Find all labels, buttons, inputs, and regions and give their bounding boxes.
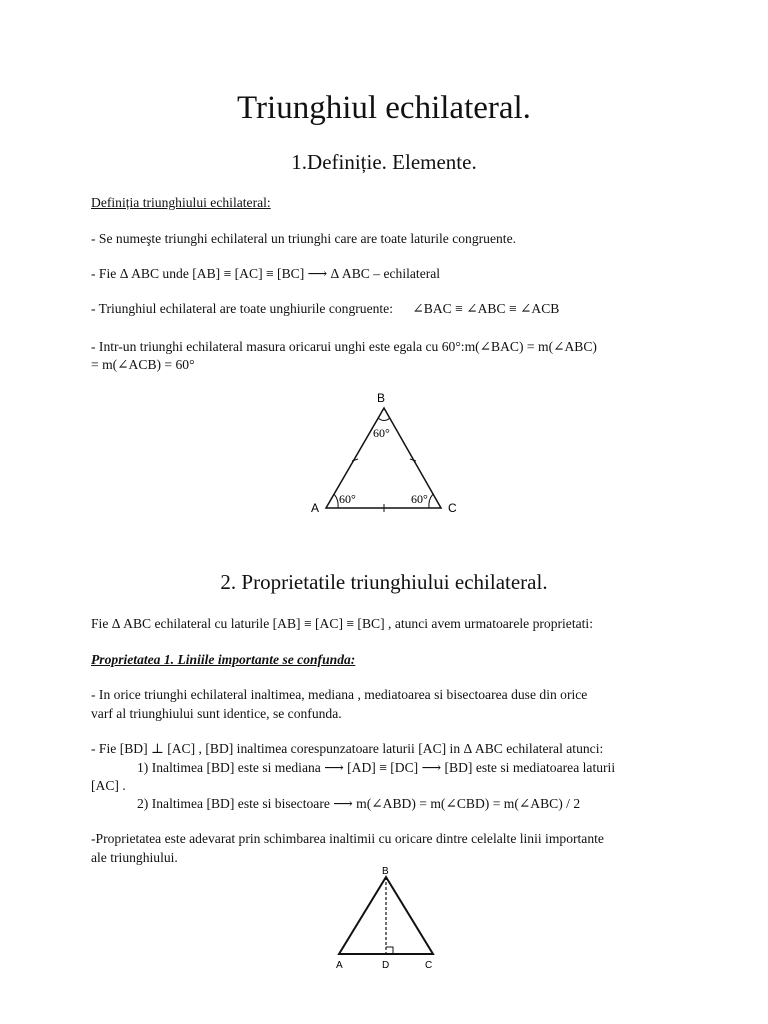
congruent-sides-paragraph: - Fie Δ ABC unde [AB] ≡ [AC] ≡ [BC] ⟶ Δ ABC – echilateral xyxy=(91,266,441,281)
congruent-angles-paragraph xyxy=(91,299,559,318)
angle-measure-line-1: - Intr-un triunghi echilateral masura oricarui unghi este egala cu 60°:m(∠BAC) = m(∠ABC) xyxy=(91,339,597,354)
generalization-line-2: ale triunghiului. xyxy=(91,850,178,865)
vertex-a-label-2: A xyxy=(336,960,343,971)
property-1-title: Proprietatea 1. Liniile importante se confunda: xyxy=(91,652,356,667)
congruent-angles-relation: ∠BAC ≡ ∠ABC ≡ ∠ACB xyxy=(412,301,560,316)
properties-intro: Fie Δ ABC echilateral cu laturile [AB] ≡ [AC] ≡ [BC] , atunci avem urmatoarele proprietati: xyxy=(91,616,593,631)
identical-lines-line-2: varf al triunghiului sunt identice, se confunda. xyxy=(91,706,342,721)
angle-c-label: 60° xyxy=(411,492,428,506)
vertex-c-label-2: C xyxy=(425,960,433,971)
congruent-angles-text: - Triunghiul echilateral are toate unghiurile congruente: xyxy=(91,301,393,316)
vertex-d-label: D xyxy=(382,960,390,971)
page-title: Triunghiul echilateral. xyxy=(237,90,531,126)
altitude-median-item: 1) Inaltimea [BD] este si mediana ⟶ [AD] ≡ [DC] ⟶ [BD] este si mediatoarea laturii xyxy=(137,760,616,775)
vertex-b-label: B xyxy=(377,391,386,405)
angle-a-label: 60° xyxy=(339,492,356,506)
angle-b-label: 60° xyxy=(373,426,390,440)
angle-arc-a xyxy=(334,494,338,508)
section-1-heading: 1.Definiție. Elemente. xyxy=(291,150,477,174)
angle-arc-b xyxy=(378,418,390,421)
vertex-c-label: C xyxy=(448,501,457,515)
section-2-heading: 2. Proprietatile triunghiului echilateral. xyxy=(220,570,548,594)
definition-label: Definiția triunghiului echilateral: xyxy=(91,195,271,210)
identical-lines-line-1: - In orice triunghi echilateral inaltimea, mediana , mediatoarea si bisectoarea duse din orice xyxy=(91,687,588,702)
angle-measure-line-2: = m(∠ACB) = 60° xyxy=(91,357,195,372)
equilateral-triangle-figure xyxy=(300,385,470,520)
angle-arc-c xyxy=(429,494,433,508)
altitude-triangle-figure xyxy=(325,860,445,976)
altitude-bisector-item: 2) Inaltimea [BD] este si bisectoare ⟶ m(∠ABD) = m(∠CBD) = m(∠ABC) / 2 xyxy=(137,796,581,811)
vertex-b-label-2: B xyxy=(382,866,389,877)
right-angle-mark xyxy=(386,947,393,954)
definition-paragraph: - Se numeşte triunghi echilateral un triunghi care are toate laturile congruente. xyxy=(91,231,517,246)
altitude-paragraph: - Fie [BD] ⊥ [AC] , [BD] inaltimea corespunzatoare laturii [AC] in Δ ABC echilateral atunci: xyxy=(91,741,604,756)
generalization-line-1: -Proprietatea este adevarat prin schimbarea inaltimii cu oricare dintre celelalte linii importante xyxy=(91,831,604,846)
altitude-median-item-cont: [AC] . xyxy=(91,778,126,793)
vertex-a-label: A xyxy=(311,501,320,515)
